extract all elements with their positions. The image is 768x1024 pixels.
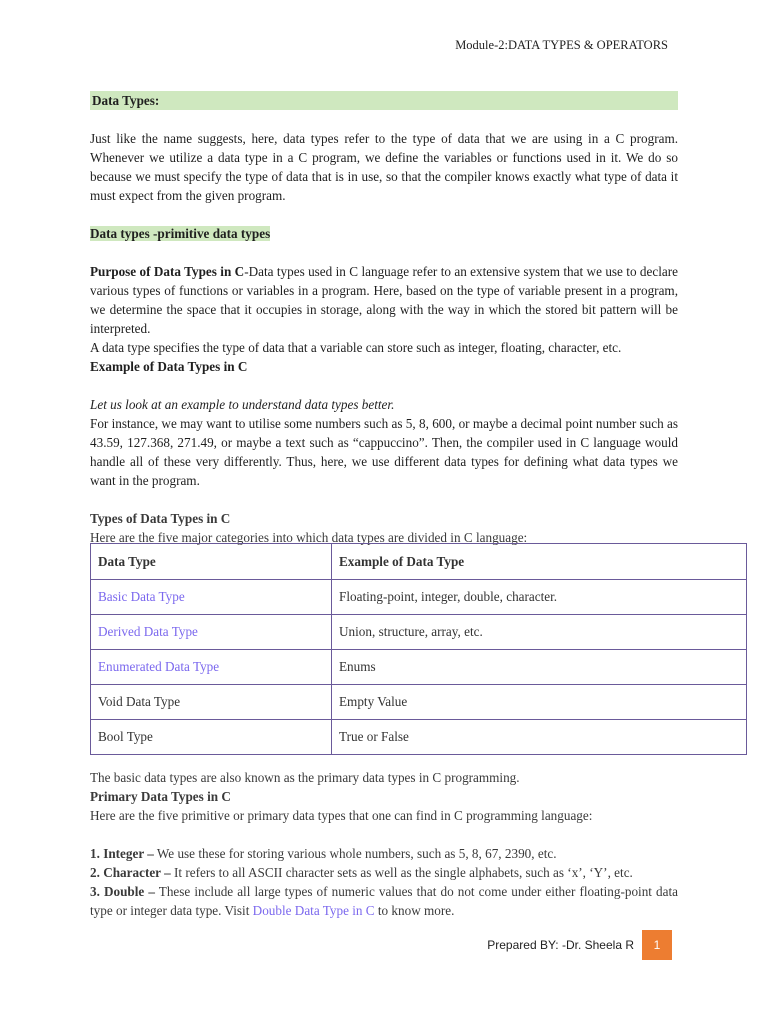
example-italic: Let us look at an example to understand data types better. <box>90 397 395 412</box>
list-item-text: We use these for storing various whole numbers, such as 5, 8, 67, 2390, etc. <box>153 846 557 861</box>
basic-data-type-link[interactable]: Basic Data Type <box>91 580 332 615</box>
table-cell: Union, structure, array, etc. <box>332 615 747 650</box>
specifies-paragraph: A data type specifies the type of data that a variable can store such as integer, floating, character, etc. <box>90 340 622 355</box>
data-types-table <box>90 543 747 755</box>
table-cell: Floating-point, integer, double, character. <box>332 580 747 615</box>
main-content <box>90 91 678 547</box>
enumerated-data-type-link[interactable]: Enumerated Data Type <box>91 650 332 685</box>
list-item-label: 1. Integer – <box>90 846 154 861</box>
list-item <box>90 863 678 882</box>
page-footer <box>487 930 672 960</box>
example-paragraph: For instance, we may want to utilise some numbers such as 5, 8, 600, or maybe a decimal point number such as 43.59, 127.368, 271.49, or maybe a text such as “cappuccino”. Then, the compiler used in C language would handle all of these very differently. Thus, here, we use different data types for defining what data types we want in the program. <box>90 416 678 488</box>
heading-primitive-types: Data types -primitive data types <box>90 226 271 241</box>
list-item <box>90 844 678 863</box>
table-cell: Bool Type <box>91 720 332 755</box>
purpose-paragraph <box>90 262 678 338</box>
table-row <box>91 615 747 650</box>
running-header: Module-2:DATA TYPES & OPERATORS <box>455 38 668 52</box>
list-item-text: It refers to all ASCII character sets as well as the single alphabets, such as ‘x’, ‘Y’, etc. <box>170 865 633 880</box>
data-types-paragraph: Just like the name suggests, here, data types refer to the type of data that we are using in a C program. Whenever we utilize a data type in a C program, we define the variables or functions used in it. We do so because we must specify the type of data that is in use, so that the compiler knows exactly what type of data it must expect from the given program. <box>90 131 678 203</box>
heading-data-types: Data Types: <box>90 91 678 110</box>
table-row <box>91 720 747 755</box>
types-heading: Types of Data Types in C <box>90 511 231 526</box>
prepared-by: Prepared BY: -Dr. Sheela R <box>487 938 634 952</box>
types-intro: Here are the five major categories into which data types are divided in C language: <box>90 530 528 545</box>
after-table-content <box>90 768 678 920</box>
table-row <box>91 650 747 685</box>
table-header-cell: Example of Data Type <box>332 544 747 580</box>
table-cell: Empty Value <box>332 685 747 720</box>
derived-data-type-link[interactable]: Derived Data Type <box>91 615 332 650</box>
basic-note: The basic data types are also known as the primary data types in C programming. <box>90 770 520 785</box>
purpose-text: -Data types used in C language refer to an extensive system that we use to declare various types of functions or variables in a program. Here, based on the type of variable present in a program, we determine the space that it occupies in storage, along with the way in which the stored bit pattern will be interpreted. <box>90 264 678 336</box>
table-row <box>91 580 747 615</box>
page-number-badge: 1 <box>642 930 672 960</box>
table-header-row <box>91 544 747 580</box>
table-cell: Enums <box>332 650 747 685</box>
table-row <box>91 685 747 720</box>
table-header-cell: Data Type <box>91 544 332 580</box>
table-cell: True or False <box>332 720 747 755</box>
list-item-tail: to know more. <box>374 903 455 918</box>
purpose-bold: Purpose of Data Types in C <box>90 264 245 279</box>
table-cell: Void Data Type <box>91 685 332 720</box>
double-data-type-link[interactable]: Double Data Type in C <box>252 903 375 918</box>
list-item-label: 2. Character – <box>90 865 171 880</box>
list-item-label: 3. Double – <box>90 884 155 899</box>
primary-heading: Primary Data Types in C <box>90 789 231 804</box>
example-heading: Example of Data Types in C <box>90 359 248 374</box>
primary-intro: Here are the five primitive or primary data types that one can find in C programming language: <box>90 808 593 823</box>
list-item <box>90 882 678 920</box>
list-item-text: These include all large types of numeric values that do not come under either floating-point data type or integer data type. Visit <box>90 884 679 918</box>
